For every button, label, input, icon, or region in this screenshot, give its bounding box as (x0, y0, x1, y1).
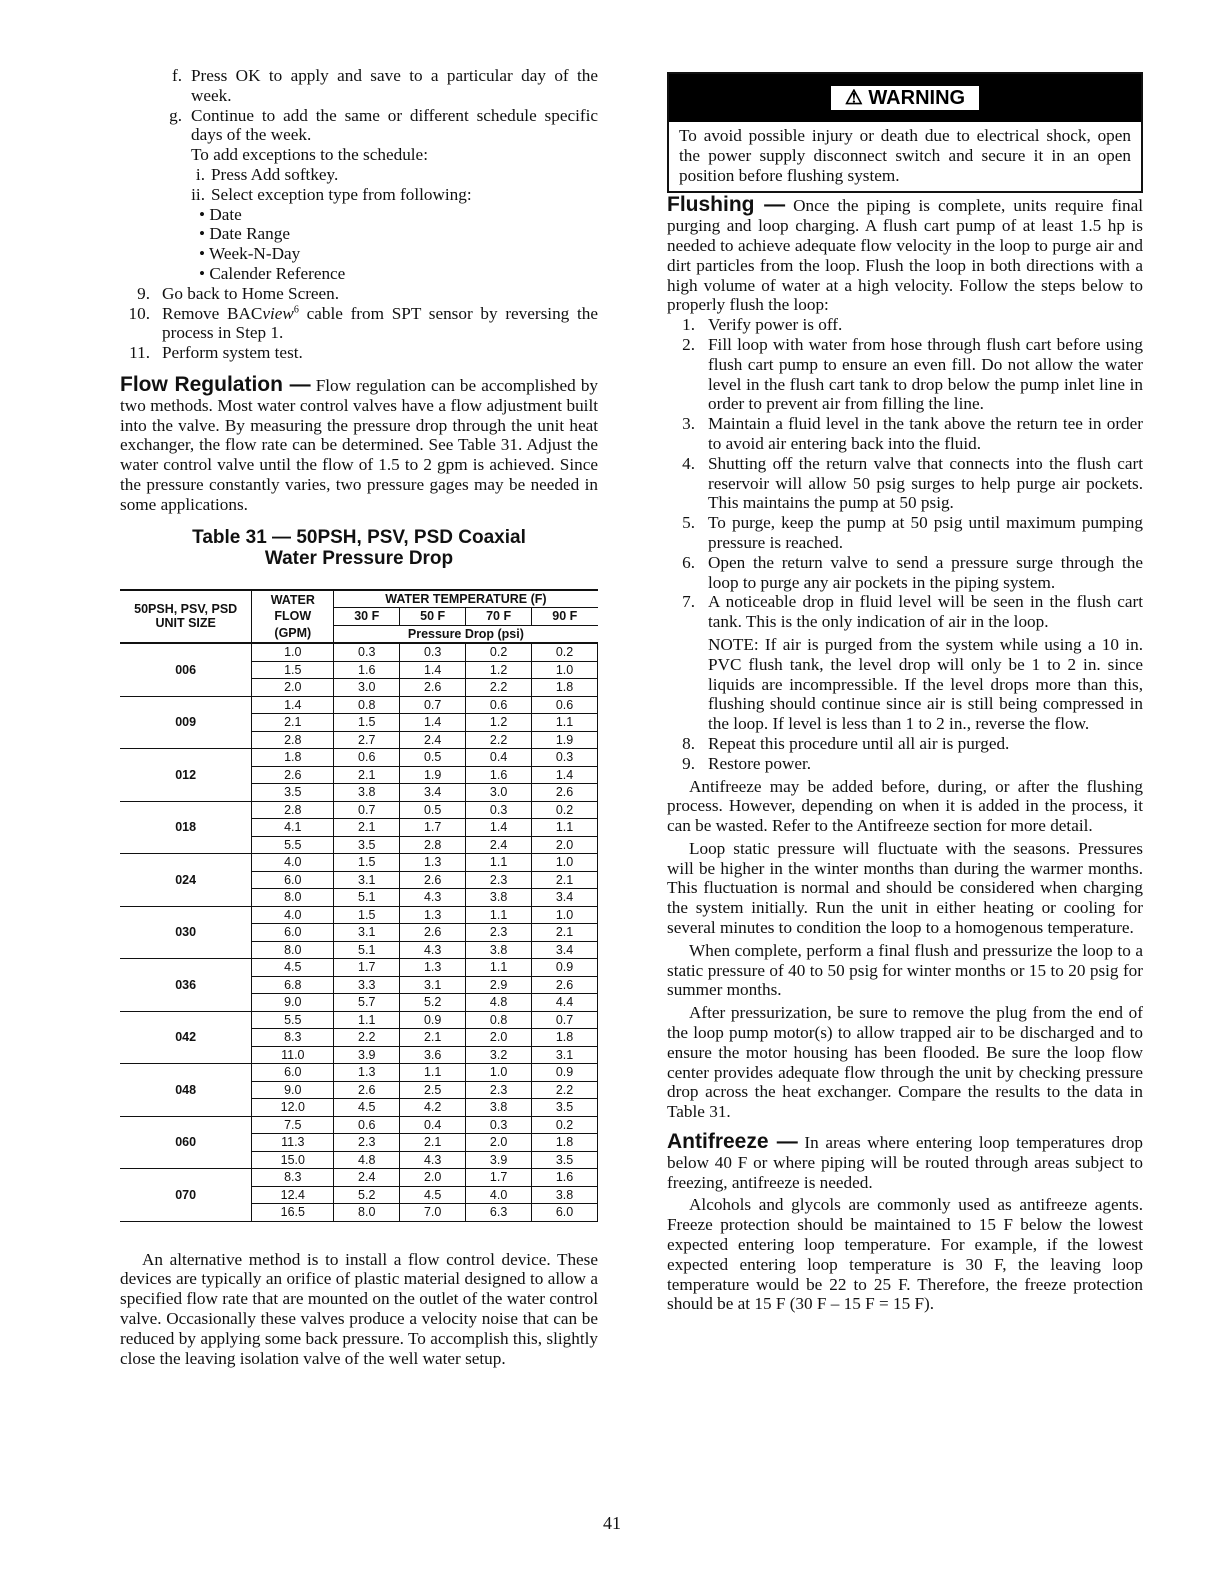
pressure-drop-cell: 1.4 (532, 766, 598, 784)
pressure-drop-cell: 3.8 (466, 889, 532, 907)
pressure-drop-cell: 4.0 (466, 1186, 532, 1204)
pressure-drop-cell: 1.3 (400, 959, 466, 977)
pressure-drop-cell: 3.0 (334, 679, 400, 697)
bullet-icon: • (199, 244, 210, 264)
pressure-drop-cell: 1.9 (400, 766, 466, 784)
flow-cell: 7.5 (252, 1116, 334, 1134)
pressure-drop-cell: 1.3 (400, 854, 466, 872)
pressure-drop-cell: 4.5 (400, 1186, 466, 1204)
pressure-drop-cell: 8.0 (334, 1204, 400, 1222)
pressure-drop-cell: 1.0 (532, 661, 598, 679)
pressure-drop-cell: 3.1 (532, 1046, 598, 1064)
pressure-drop-cell: 1.9 (532, 731, 598, 749)
pressure-drop-cell: 4.3 (400, 889, 466, 907)
bullet-item: • Calender Reference (199, 263, 346, 283)
pressure-drop-cell: 6.3 (466, 1204, 532, 1222)
bullet-icon: • (199, 224, 210, 244)
flow-cell: 11.3 (252, 1134, 334, 1152)
step-g: g. Continue to add the same or different schedule specific days of the week. (169, 105, 598, 145)
flushing-step-6: 6. Open the return valve to send a pressure surge through the loop to purge any air pockets in the piping system. (682, 552, 1143, 592)
pressure-drop-cell: 1.5 (334, 906, 400, 924)
pressure-drop-cell: 0.6 (532, 696, 598, 714)
pressure-drop-cell: 1.6 (466, 766, 532, 784)
pressure-drop-cell: 3.2 (466, 1046, 532, 1064)
pressure-drop-cell: 2.2 (466, 731, 532, 749)
pressure-drop-cell: 2.6 (334, 1081, 400, 1099)
pressure-drop-cell: 3.8 (466, 941, 532, 959)
pressure-drop-cell: 0.3 (466, 801, 532, 819)
unit-size-cell: 009 (120, 696, 252, 749)
pressure-drop-cell: 2.6 (400, 924, 466, 942)
pressure-drop-cell: 4.8 (334, 1151, 400, 1169)
pressure-drop-cell: 2.3 (466, 1081, 532, 1099)
pressure-drop-cell: 0.9 (532, 959, 598, 977)
pressure-drop-cell: 0.3 (334, 643, 400, 661)
pressure-drop-cell: 2.6 (400, 871, 466, 889)
flushing-step-5: 5. To purge, keep the pump at 50 psig until maximum pumping pressure is reached. (682, 513, 1143, 552)
pressure-drop-cell: 0.4 (466, 749, 532, 767)
pressure-drop-cell: 0.3 (466, 1116, 532, 1134)
pressure-drop-cell: 1.1 (400, 1064, 466, 1082)
warning-header (669, 74, 1141, 122)
pressure-drop-cell: 0.2 (466, 643, 532, 661)
flow-cell: 1.5 (252, 661, 334, 679)
pressure-drop-cell: 3.5 (334, 836, 400, 854)
table-body (120, 643, 598, 1221)
paragraph-alcohols-glycols: Alcohols and glycols are commonly used as antifreeze agents. Freeze protection should be maintained to 15 F below the lowest expected entering loop temperature. For example, if the lowest expected entering loop temperature is 30 F, the leaving loop temperature would be 22 to 25 F. Therefore, the freeze protection should be at 15 F (30 F – 15 F = 15 F). (667, 1195, 1143, 1314)
flow-cell: 1.4 (252, 696, 334, 714)
pressure-drop-cell: 2.0 (466, 1134, 532, 1152)
pressure-drop-cell: 1.5 (334, 714, 400, 732)
pressure-drop-cell: 1.0 (532, 854, 598, 872)
table-row (120, 906, 598, 924)
pressure-drop-cell: 3.6 (400, 1046, 466, 1064)
warning-triangle-icon: ⚠ (844, 87, 863, 110)
unit-size-cell: 012 (120, 749, 252, 802)
pressure-drop-cell: 1.0 (532, 906, 598, 924)
flow-cell: 6.8 (252, 976, 334, 994)
pressure-drop-cell: 2.0 (466, 1029, 532, 1047)
pressure-drop-cell: 3.4 (400, 784, 466, 802)
pressure-drop-cell: 1.1 (466, 959, 532, 977)
flushing-steps-continued (667, 734, 1143, 774)
flow-cell: 4.5 (252, 959, 334, 977)
flow-cell: 2.1 (252, 714, 334, 732)
pressure-drop-cell: 3.4 (532, 941, 598, 959)
pressure-drop-cell: 0.5 (400, 749, 466, 767)
table-row (120, 749, 598, 767)
pressure-drop-cell: 1.2 (466, 661, 532, 679)
flow-cell: 4.0 (252, 854, 334, 872)
pressure-drop-cell: 5.7 (334, 994, 400, 1012)
unit-size-cell: 060 (120, 1116, 252, 1169)
pressure-drop-cell: 7.0 (400, 1204, 466, 1222)
pressure-drop-cell: 1.7 (400, 819, 466, 837)
paragraph-final-flush: When complete, perform a final flush and pressurize the loop to a static pressure of 40 to 50 psig for winter months or 15 to 20 psig for summer months. (667, 940, 1143, 1000)
pressure-drop-cell: 3.8 (466, 1099, 532, 1117)
roman-items (120, 165, 598, 205)
pressure-drop-cell: 4.8 (466, 994, 532, 1012)
flow-cell: 8.3 (252, 1169, 334, 1187)
table-row (120, 1011, 598, 1029)
flushing-step-8: 8. Repeat this procedure until all air is purged. (682, 733, 1010, 753)
flow-cell: 3.5 (252, 784, 334, 802)
flow-cell: 12.0 (252, 1099, 334, 1117)
pressure-drop-cell: 6.0 (532, 1204, 598, 1222)
pressure-drop-header: Pressure Drop (psi) (334, 625, 598, 643)
flow-cell: 2.8 (252, 801, 334, 819)
flow-cell: 8.0 (252, 941, 334, 959)
left-column (120, 66, 598, 1368)
pressure-drop-cell: 5.2 (400, 994, 466, 1012)
pressure-drop-cell: 2.6 (400, 679, 466, 697)
flushing-steps (667, 315, 1143, 632)
unit-size-cell: 036 (120, 959, 252, 1012)
flow-cell: 9.0 (252, 994, 334, 1012)
pressure-drop-cell: 1.6 (334, 661, 400, 679)
pressure-drop-cell: 2.1 (400, 1029, 466, 1047)
pressure-drop-cell: 3.8 (532, 1186, 598, 1204)
flow-cell: 1.0 (252, 643, 334, 661)
step-f: f. Press OK to apply and save to a particular day of the week. (171, 66, 598, 105)
pressure-drop-cell: 2.1 (532, 871, 598, 889)
table-row (120, 801, 598, 819)
pressure-drop-cell: 0.8 (466, 1011, 532, 1029)
pressure-drop-cell: 0.6 (334, 1116, 400, 1134)
pressure-drop-cell: 0.6 (334, 749, 400, 767)
pressure-drop-table (120, 589, 598, 1222)
paragraph-static-pressure: Loop static pressure will fluctuate with the seasons. Pressures will be higher in the winter months than during the warmer months. This fluctuation is normal and should be considered when charging the system initially. Run the unit in either heating or cooling for several minutes to condition the loop to a homogenous temperature. (667, 838, 1143, 938)
pressure-drop-cell: 2.1 (334, 766, 400, 784)
flow-cell: 4.1 (252, 819, 334, 837)
pressure-drop-cell: 3.9 (334, 1046, 400, 1064)
right-column (667, 72, 1143, 1314)
pressure-drop-cell: 2.0 (400, 1169, 466, 1187)
pressure-drop-cell: 0.2 (532, 643, 598, 661)
paragraph-antifreeze-timing: Antifreeze may be added before, during, or after the flushing process. However, depending on when it is added in the process, it can be wasted. Refer to the Antifreeze section for more detail. (667, 776, 1143, 836)
pressure-drop-cell: 1.8 (532, 1134, 598, 1152)
pressure-drop-cell: 1.3 (400, 906, 466, 924)
unit-size-cell: 048 (120, 1064, 252, 1117)
pressure-drop-cell: 3.1 (400, 976, 466, 994)
letter-steps (120, 66, 598, 145)
exception-step-1: i. Press Add softkey. (195, 164, 339, 184)
pressure-drop-cell: 2.1 (532, 924, 598, 942)
pressure-drop-cell: 2.3 (334, 1134, 400, 1152)
pressure-drop-cell: 2.3 (466, 924, 532, 942)
pressure-drop-cell: 2.0 (532, 836, 598, 854)
alternative-method-paragraph: An alternative method is to install a flow control device. These devices are typically an orifice of plastic material designed to allow a specified flow rate that are mounted on the outlet of the water control valve. Occasionally these valves produce a velocity noise that can be reduced by applying some back pressure. To accomplish this, slightly close the leaving isolation valve of the well water setup. (120, 1249, 598, 1368)
pressure-drop-cell: 0.3 (400, 643, 466, 661)
flow-cell: 2.8 (252, 731, 334, 749)
pressure-drop-cell: 2.5 (400, 1081, 466, 1099)
pressure-drop-cell: 1.1 (466, 906, 532, 924)
pressure-drop-cell: 2.2 (532, 1081, 598, 1099)
flushing-step-4: 4. Shutting off the return valve that connects into the flush cart reservoir will allow 50 psig surges to help purge air pockets. This maintains the pump at 50 psig. (682, 453, 1143, 513)
flow-cell: 12.4 (252, 1186, 334, 1204)
flow-cell: 16.5 (252, 1204, 334, 1222)
table-row (120, 1064, 598, 1082)
pressure-drop-cell: 1.1 (334, 1011, 400, 1029)
pressure-drop-cell: 1.5 (334, 854, 400, 872)
warning-text: To avoid possible injury or death due to electrical shock, open the power supply disconnect switch and secure it in an open position before flushing system. (679, 126, 1131, 185)
flow-regulation-heading: Flow Regulation — (120, 372, 311, 396)
flow-cell: 9.0 (252, 1081, 334, 1099)
water-temperature-header: WATER TEMPERATURE (F) (334, 590, 598, 608)
pressure-drop-cell: 0.3 (532, 749, 598, 767)
flow-cell: 15.0 (252, 1151, 334, 1169)
flow-cell: 5.5 (252, 836, 334, 854)
table-row (120, 643, 598, 661)
pressure-drop-cell: 1.0 (466, 1064, 532, 1082)
temp-header: 50 F (400, 608, 466, 626)
flushing-heading: Flushing — (667, 193, 786, 217)
pressure-drop-cell: 0.2 (532, 1116, 598, 1134)
pressure-drop-cell: 1.6 (532, 1169, 598, 1187)
unit-size-cell: 024 (120, 854, 252, 907)
pressure-drop-cell: 3.1 (334, 871, 400, 889)
pressure-drop-cell: 2.1 (334, 819, 400, 837)
unit-size-cell: 018 (120, 801, 252, 854)
flow-regulation-paragraph: Flow Regulation — Flow regulation can be accomplished by two methods. Most water control valves have a flow adjustment built into the valve. By measuring the pressure drop through the unit heat exchanger, the flow rate can be determined. See Table 31. Adjust the water control valve until the flow of 1.5 to 2 gpm is achieved. Since the pressure constantly varies, two pressure gages may be needed in some applications. (120, 372, 599, 514)
pressure-drop-cell: 3.5 (532, 1099, 598, 1117)
pressure-drop-cell: 1.3 (334, 1064, 400, 1082)
table-row (120, 1116, 598, 1134)
pressure-drop-cell: 2.8 (400, 836, 466, 854)
pressure-drop-cell: 3.0 (466, 784, 532, 802)
pressure-drop-cell: 2.1 (400, 1134, 466, 1152)
flow-cell: 4.0 (252, 906, 334, 924)
antifreeze-heading: Antifreeze — (667, 1130, 798, 1154)
flow-cell: 8.0 (252, 889, 334, 907)
pressure-drop-cell: 2.2 (334, 1029, 400, 1047)
pressure-drop-cell: 0.2 (532, 801, 598, 819)
bullet-item: • Date (199, 204, 242, 224)
flushing-step-3: 3. Maintain a fluid level in the tank above the return tee in order to avoid air entering back into the fluid. (682, 414, 1143, 453)
pressure-drop-cell: 1.7 (466, 1169, 532, 1187)
pressure-drop-cell: 1.8 (532, 679, 598, 697)
unit-size-header: 50PSH, PSV, PSD UNIT SIZE (120, 590, 252, 644)
warning-box (667, 72, 1143, 193)
flow-cell: 2.6 (252, 766, 334, 784)
pressure-drop-cell: 1.1 (532, 714, 598, 732)
pressure-drop-cell: 1.1 (466, 854, 532, 872)
pressure-drop-cell: 5.1 (334, 889, 400, 907)
pressure-drop-cell: 3.4 (532, 889, 598, 907)
pressure-drop-cell: 3.1 (334, 924, 400, 942)
flow-header: WATER FLOW (GPM) (252, 590, 334, 644)
table-row (120, 696, 598, 714)
pressure-drop-cell: 2.4 (466, 836, 532, 854)
pressure-drop-cell: 3.3 (334, 976, 400, 994)
pressure-drop-cell: 1.7 (334, 959, 400, 977)
step-10: 10. Remove BACview$^6$ cable from SPT sensor by reversing the process in Step 1. (128, 303, 598, 343)
page-number: 41 (603, 1513, 621, 1533)
flow-cell: 6.0 (252, 871, 334, 889)
pressure-drop-cell: 4.2 (400, 1099, 466, 1117)
temp-header: 90 F (532, 608, 598, 626)
flushing-paragraph: Flushing — Once the piping is complete, units require final purging and loop charging. A flush cart pump of at least 1.5 hp is needed to achieve adequate flow velocity in the loop to purge air and dirt particles from the loop. Flush the loop in both directions with a high volume of water at a high velocity. Follow the steps below to properly flush the loop: (667, 193, 1144, 315)
pressure-drop-cell: 2.6 (532, 784, 598, 802)
paragraph-pressurization: After pressurization, be sure to remove the plug from the end of the loop pump motor(s) to allow trapped air to be discharged and to ensure the motor housing has been flooded. Be sure the loop flow center provides adequate flow through the unit by checking pressure drop across the heat exchanger. Compare the results to the data in Table 31. (667, 1003, 1143, 1122)
flushing-step-1: 1. Verify power is off. (682, 315, 843, 335)
pressure-drop-cell: 0.7 (532, 1011, 598, 1029)
pressure-drop-cell: 1.4 (400, 714, 466, 732)
pressure-drop-cell: 4.5 (334, 1099, 400, 1117)
unit-size-cell: 030 (120, 906, 252, 959)
pressure-drop-cell: 0.8 (334, 696, 400, 714)
warning-label: ⚠ WARNING (831, 86, 979, 110)
pressure-drop-cell: 3.8 (334, 784, 400, 802)
pressure-drop-cell: 2.7 (334, 731, 400, 749)
pressure-drop-cell: 5.2 (334, 1186, 400, 1204)
pressure-drop-cell: 1.4 (466, 819, 532, 837)
bullet-icon: • (199, 263, 210, 283)
flow-cell: 6.0 (252, 1064, 334, 1082)
flow-cell: 11.0 (252, 1046, 334, 1064)
step-11: 11. Perform system test. (129, 343, 303, 363)
table-row (120, 854, 598, 872)
flow-cell: 2.0 (252, 679, 334, 697)
flushing-step-2: 2. Fill loop with water from hose through flush cart before using flush cart pump to ensure an even fill. Do not allow the water level in the flush cart tank to drop below the pump inlet line in order to prevent air from filling the line. (682, 334, 1143, 414)
pressure-drop-cell: 0.4 (400, 1116, 466, 1134)
pressure-drop-cell: 2.4 (334, 1169, 400, 1187)
pressure-drop-cell: 1.1 (532, 819, 598, 837)
pressure-drop-cell: 0.7 (334, 801, 400, 819)
bullet-icon: • (199, 204, 210, 224)
exception-step-2: ii. Select exception type from following: (191, 184, 472, 204)
pressure-drop-cell: 5.1 (334, 941, 400, 959)
pressure-drop-cell: 4.4 (532, 994, 598, 1012)
bullet-item: • Week-N-Day (199, 244, 301, 264)
table-caption: Table 31 — 50PSH, PSV, PSD Coaxial Water Pressure Drop (192, 526, 526, 569)
flow-cell: 1.8 (252, 749, 334, 767)
pressure-drop-cell: 2.9 (466, 976, 532, 994)
pressure-drop-cell: 1.2 (466, 714, 532, 732)
pressure-drop-cell: 3.5 (532, 1151, 598, 1169)
flow-cell: 8.3 (252, 1029, 334, 1047)
pressure-drop-cell: 0.9 (400, 1011, 466, 1029)
pressure-drop-cell: 0.9 (532, 1064, 598, 1082)
unit-size-cell: 070 (120, 1169, 252, 1222)
pressure-drop-cell: 1.4 (400, 661, 466, 679)
pressure-drop-cell: 0.5 (400, 801, 466, 819)
table-row (120, 959, 598, 977)
pressure-drop-cell: 2.2 (466, 679, 532, 697)
step-9: 9. Go back to Home Screen. (137, 283, 340, 303)
pressure-drop-cell: 2.4 (400, 731, 466, 749)
pressure-drop-cell: 3.9 (466, 1151, 532, 1169)
flushing-step-7: 7. A noticeable drop in fluid level will be seen in the flush cart tank. This is the only indication of air in the loop. (682, 592, 1143, 632)
flushing-step-9: 9. Restore power. (682, 753, 812, 773)
unit-size-cell: 006 (120, 643, 252, 696)
pressure-drop-cell: 1.8 (532, 1029, 598, 1047)
pressure-drop-cell: 0.7 (400, 696, 466, 714)
pressure-drop-cell: 4.3 (400, 941, 466, 959)
table-row (120, 1169, 598, 1187)
flushing-note: NOTE: If air is purged from the system while using a 10 in. PVC flush tank, the level drop will only be 1 to 2 in. since liquids are incompressible. If the level drops more than this, flushing should continue since air is still being compressed in the loop. If level is less than 1 to 2 in., reverse the flow. (708, 634, 1143, 734)
pressure-drop-cell: 2.3 (466, 871, 532, 889)
pressure-drop-cell: 4.3 (400, 1151, 466, 1169)
exceptions-intro: To add exceptions to the schedule: (191, 145, 428, 165)
antifreeze-paragraph: Antifreeze — In areas where entering loop temperatures drop below 40 F or where piping will be routed through areas subject to freezing, antifreeze is needed. (667, 1130, 1144, 1192)
pressure-drop-cell: 0.6 (466, 696, 532, 714)
flow-cell: 6.0 (252, 924, 334, 942)
pressure-drop-cell: 2.6 (532, 976, 598, 994)
bullet-item: • Date Range (199, 224, 290, 244)
bullet-list (120, 205, 598, 284)
unit-size-cell: 042 (120, 1011, 252, 1064)
temp-header: 30 F (334, 608, 400, 626)
flow-cell: 5.5 (252, 1011, 334, 1029)
temp-header: 70 F (466, 608, 532, 626)
